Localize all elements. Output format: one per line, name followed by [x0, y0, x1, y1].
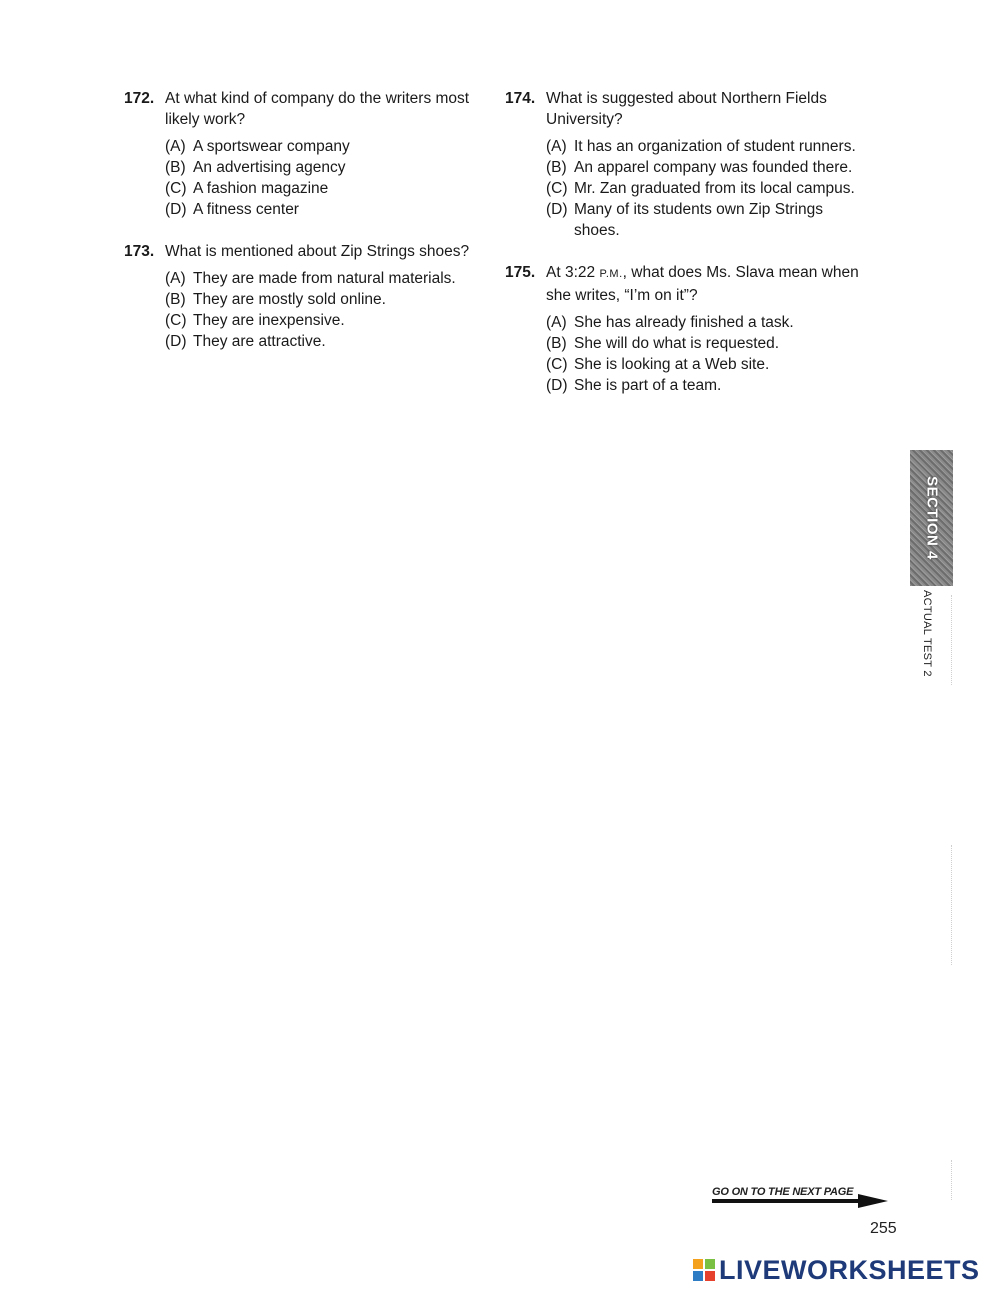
option-d[interactable]	[546, 375, 885, 396]
option-c[interactable]	[165, 310, 484, 331]
question-number: 172.	[124, 90, 155, 107]
option-a[interactable]	[165, 268, 484, 289]
option-text: Many of its students own Zip Strings shoes.	[574, 201, 823, 239]
arrow-right-icon	[712, 1194, 888, 1208]
option-d[interactable]	[546, 199, 885, 241]
options-list	[546, 312, 885, 396]
option-letter: (B)	[165, 159, 186, 176]
brand-name: LIVEWORKSHEETS	[719, 1254, 980, 1285]
option-text: They are inexpensive.	[193, 312, 345, 329]
option-letter: (C)	[165, 180, 187, 197]
option-b[interactable]	[165, 157, 484, 178]
option-text: Mr. Zan graduated from its local campus.	[574, 180, 855, 197]
option-letter: (C)	[546, 356, 568, 373]
option-c[interactable]	[546, 178, 885, 199]
question-number: 173.	[124, 243, 155, 260]
option-b[interactable]	[165, 289, 484, 310]
options-list	[546, 136, 885, 241]
option-text: They are made from natural materials.	[193, 270, 456, 287]
question-text-part: At 3:22	[546, 264, 600, 281]
option-a[interactable]	[546, 136, 885, 157]
question-text: At what kind of company do the writers most likely work?	[165, 90, 470, 128]
question-number: 175.	[505, 264, 536, 281]
question-time: P.M.	[599, 268, 623, 280]
option-letter: (B)	[546, 159, 567, 176]
option-letter: (D)	[546, 377, 568, 394]
option-b[interactable]	[546, 333, 885, 354]
option-a[interactable]	[165, 136, 484, 157]
option-text: An apparel company was founded there.	[574, 159, 853, 176]
option-letter: (D)	[165, 333, 187, 350]
option-letter: (C)	[165, 312, 187, 329]
option-letter: (A)	[546, 314, 567, 331]
edge-divider	[951, 845, 952, 965]
section-tab	[910, 450, 953, 586]
option-text: She is part of a team.	[574, 377, 722, 394]
option-c[interactable]	[165, 178, 484, 199]
go-next-label: GO ON TO THE NEXT PAGE	[712, 1186, 854, 1198]
question-number: 174.	[505, 90, 536, 107]
option-letter: (A)	[165, 138, 186, 155]
option-letter: (D)	[546, 201, 568, 218]
option-text: It has an organization of student runners.	[574, 138, 856, 155]
edge-divider	[951, 1160, 952, 1200]
question-text	[546, 262, 885, 306]
question-text-part: , what does Ms. Slava mean when she writes, “I’m on it”?	[546, 264, 859, 304]
liveworksheets-logo-icon	[693, 1259, 715, 1281]
option-letter: (D)	[165, 201, 187, 218]
question-174	[505, 88, 885, 241]
section-label: SECTION 4	[923, 476, 940, 560]
option-text: She has already finished a task.	[574, 314, 794, 331]
option-d[interactable]	[165, 331, 484, 352]
option-c[interactable]	[546, 354, 885, 375]
question-text: What is mentioned about Zip Strings shoes?	[165, 243, 470, 260]
option-letter: (B)	[546, 335, 567, 352]
option-text: They are mostly sold online.	[193, 291, 386, 308]
option-d[interactable]	[165, 199, 484, 220]
option-text: She is looking at a Web site.	[574, 356, 770, 373]
option-letter: (A)	[165, 270, 186, 287]
option-text: A fitness center	[193, 201, 299, 218]
question-text: What is suggested about Northern Fields University?	[546, 90, 827, 128]
option-letter: (A)	[546, 138, 567, 155]
question-175	[505, 262, 885, 396]
option-letter: (C)	[546, 180, 568, 197]
test-label-container	[912, 590, 938, 680]
option-text: A fashion magazine	[193, 180, 329, 197]
question-173	[124, 241, 484, 352]
test-label: ACTUAL TEST 2	[921, 590, 933, 677]
option-b[interactable]	[546, 157, 885, 178]
option-text: An advertising agency	[193, 159, 346, 176]
option-letter: (B)	[165, 291, 186, 308]
question-172	[124, 88, 484, 220]
go-next-indicator	[712, 1182, 892, 1210]
option-text: She will do what is requested.	[574, 335, 780, 352]
page-number: 255	[870, 1220, 897, 1237]
edge-divider	[951, 595, 952, 685]
option-text: A sportswear company	[193, 138, 350, 155]
options-list	[165, 268, 484, 352]
option-a[interactable]	[546, 312, 885, 333]
brand-footer[interactable]	[693, 1254, 980, 1286]
options-list	[165, 136, 484, 220]
option-text: They are attractive.	[193, 333, 326, 350]
